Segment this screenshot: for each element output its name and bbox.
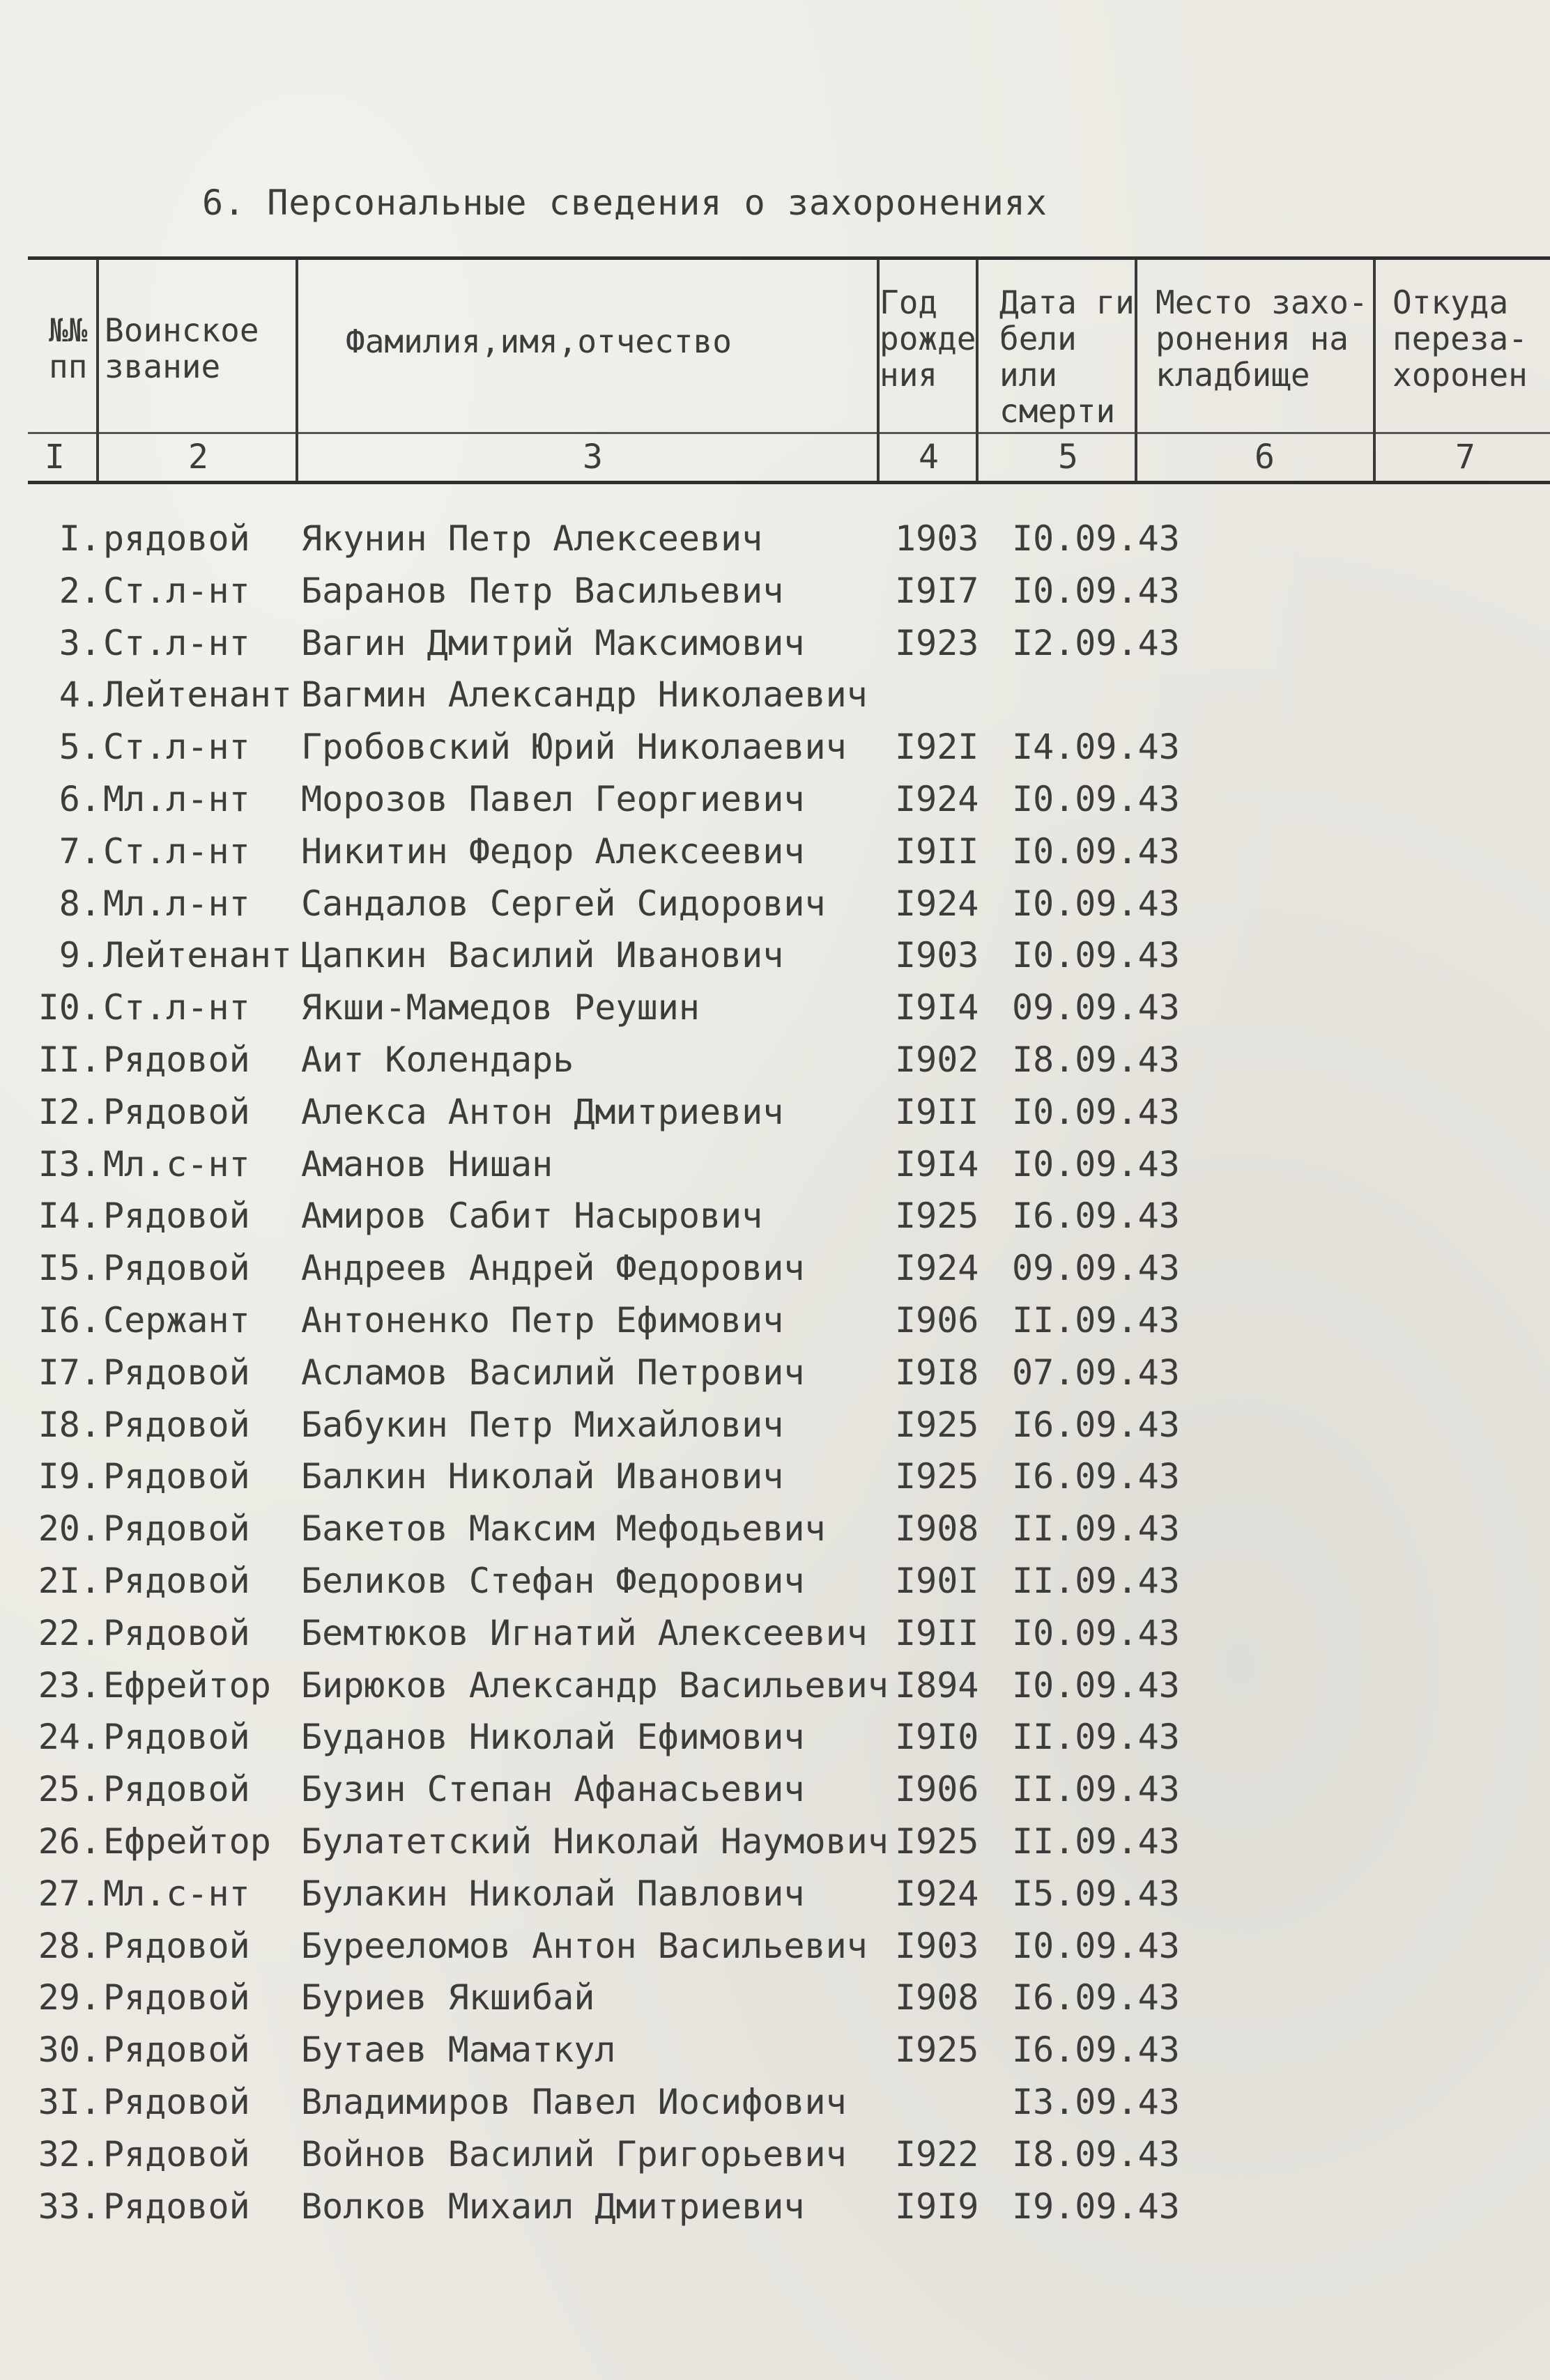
row-full-name: Бабукин Петр Михайлович — [301, 1405, 784, 1445]
row-number: 33. — [38, 2186, 101, 2227]
row-rank: Рядовой — [103, 1977, 250, 2018]
row-rank: Мл.с-нт — [103, 1144, 250, 1184]
row-birth-year: I902 — [895, 1040, 979, 1080]
col-divider-2 — [296, 259, 298, 481]
row-death-date: 09.09.43 — [1012, 1248, 1180, 1288]
row-full-name: Антоненко Петр Ефимович — [301, 1300, 784, 1340]
row-death-date: II.09.43 — [1012, 1561, 1180, 1601]
row-number: I8. — [38, 1405, 101, 1445]
table-row — [0, 2024, 1550, 2076]
table-row — [0, 1399, 1550, 1451]
row-full-name: Булатетский Николай Наумович — [301, 1821, 889, 1862]
column-number-5: 5 — [1058, 438, 1078, 477]
col-divider-5 — [1135, 259, 1137, 481]
row-rank: Сержант — [103, 1300, 250, 1340]
row-number: 30. — [38, 2030, 101, 2070]
row-full-name: Балкин Николай Иванович — [301, 1456, 784, 1497]
row-birth-year: I908 — [895, 1508, 979, 1549]
row-birth-year: I925 — [895, 2030, 979, 2070]
header-burial-place: Место захо- ронения на кладбище — [1156, 284, 1368, 394]
row-rank: рядовой — [103, 518, 250, 559]
table-row — [0, 1138, 1550, 1190]
row-death-date: 07.09.43 — [1012, 1352, 1180, 1393]
row-birth-year: I925 — [895, 1405, 979, 1445]
row-rank: Мл.л-нт — [103, 779, 250, 819]
row-rank: Ст.л-нт — [103, 987, 250, 1028]
row-death-date: I6.09.43 — [1012, 1196, 1180, 1236]
row-rank: Мл.с-нт — [103, 1873, 250, 1914]
table-row — [0, 2181, 1550, 2232]
table-row — [0, 878, 1550, 929]
column-number-3: 3 — [583, 438, 603, 477]
row-number: I3. — [38, 1144, 101, 1184]
row-birth-year: I9II — [895, 1613, 979, 1653]
row-full-name: Бузин Степан Афанасьевич — [301, 1769, 805, 1809]
row-birth-year: I906 — [895, 1769, 979, 1809]
table-row — [0, 1086, 1550, 1138]
row-full-name: Алекса Антон Дмитриевич — [301, 1092, 784, 1132]
col-divider-6 — [1373, 259, 1376, 481]
row-birth-year: I92I — [895, 727, 979, 767]
row-birth-year: I922 — [895, 2134, 979, 2174]
row-full-name: Морозов Павел Георгиевич — [301, 779, 805, 819]
table-row — [0, 1451, 1550, 1502]
row-number: I0. — [38, 987, 101, 1028]
row-birth-year: I9I8 — [895, 1352, 979, 1393]
row-birth-year: I894 — [895, 1665, 979, 1706]
row-full-name: Никитин Федор Алексеевич — [301, 831, 805, 872]
column-number-2: 2 — [188, 438, 208, 477]
table-row — [0, 1920, 1550, 1972]
row-birth-year: I908 — [895, 1977, 979, 2018]
row-full-name: Вагмин Александр Николаевич — [301, 674, 868, 715]
row-full-name: Аманов Нишан — [301, 1144, 553, 1184]
row-full-name: Аит Колендарь — [301, 1040, 574, 1080]
row-birth-year: I925 — [895, 1196, 979, 1236]
row-rank: Рядовой — [103, 1248, 250, 1288]
row-number: 7. — [59, 831, 101, 872]
header-full-name: Фамилия,имя,отчество — [346, 323, 732, 360]
table-row — [0, 617, 1550, 669]
column-number-4: 4 — [919, 438, 939, 477]
row-rank: Рядовой — [103, 1092, 250, 1132]
row-number: 27. — [38, 1873, 101, 1914]
row-birth-year: I9I7 — [895, 571, 979, 611]
row-number: 29. — [38, 1977, 101, 2018]
row-full-name: Бурееломов Антон Васильевич — [301, 1926, 868, 1966]
table-row — [0, 1972, 1550, 2023]
table-row — [0, 1660, 1550, 1711]
row-number: 24. — [38, 1717, 101, 1757]
row-full-name: Асламов Василий Петрович — [301, 1352, 805, 1393]
row-birth-year: I903 — [895, 1926, 979, 1966]
row-rank: Рядовой — [103, 1196, 250, 1236]
row-rank: Рядовой — [103, 1456, 250, 1497]
row-rank: Рядовой — [103, 1352, 250, 1393]
row-number: 22. — [38, 1613, 101, 1653]
row-number: 2. — [59, 571, 101, 611]
row-full-name: Андреев Андрей Федорович — [301, 1248, 805, 1288]
row-death-date: II.09.43 — [1012, 1769, 1180, 1809]
row-full-name: Беликов Стефан Федорович — [301, 1561, 805, 1601]
header-birth-year: Год рожде ния — [880, 284, 976, 394]
row-full-name: Вагин Дмитрий Максимович — [301, 623, 805, 663]
table-row — [0, 1711, 1550, 1763]
table-row — [0, 1295, 1550, 1346]
table-row — [0, 1503, 1550, 1554]
table-row — [0, 669, 1550, 720]
table-row — [0, 1555, 1550, 1607]
row-birth-year: I906 — [895, 1300, 979, 1340]
row-birth-year: I924 — [895, 1248, 979, 1288]
row-full-name: Бемтюков Игнатий Алексеевич — [301, 1613, 868, 1653]
table-row — [0, 2076, 1550, 2128]
row-death-date: I6.09.43 — [1012, 1405, 1180, 1445]
col-divider-4 — [976, 259, 979, 481]
table-row — [0, 565, 1550, 617]
row-birth-year: I923 — [895, 623, 979, 663]
row-number: I5. — [38, 1248, 101, 1288]
row-number: 5. — [59, 727, 101, 767]
row-rank: Ефрейтор — [103, 1665, 271, 1706]
column-number-6: 6 — [1254, 438, 1275, 477]
table-row — [0, 1607, 1550, 1659]
row-death-date: I0.09.43 — [1012, 518, 1180, 559]
row-death-date: I8.09.43 — [1012, 2134, 1180, 2174]
row-birth-year: I925 — [895, 1456, 979, 1497]
row-rank: Ст.л-нт — [103, 571, 250, 611]
row-rank: Рядовой — [103, 1561, 250, 1601]
row-death-date: I0.09.43 — [1012, 1144, 1180, 1184]
row-rank: Ст.л-нт — [103, 727, 250, 767]
header-reburied-from: Откуда переза- хоронен — [1392, 284, 1528, 394]
row-full-name: Бутаев Маматкул — [301, 2030, 616, 2070]
row-death-date: 09.09.43 — [1012, 987, 1180, 1028]
row-death-date: I0.09.43 — [1012, 883, 1180, 924]
row-death-date: I0.09.43 — [1012, 1665, 1180, 1706]
row-number: 25. — [38, 1769, 101, 1809]
row-death-date: I6.09.43 — [1012, 1456, 1180, 1497]
row-birth-year: I9I9 — [895, 2186, 979, 2227]
row-full-name: Булакин Николай Павлович — [301, 1873, 805, 1914]
header-mid-rule — [28, 432, 1550, 434]
table-row — [0, 513, 1550, 564]
table-row — [0, 1034, 1550, 1085]
table-row — [0, 929, 1550, 981]
row-number: I2. — [38, 1092, 101, 1132]
header-bottom-rule — [28, 481, 1550, 484]
table-row — [0, 2128, 1550, 2180]
row-birth-year: 1903 — [895, 518, 979, 559]
row-rank: Рядовой — [103, 1613, 250, 1653]
row-death-date: I3.09.43 — [1012, 2082, 1180, 2122]
row-number: 4. — [59, 674, 101, 715]
row-number: 8. — [59, 883, 101, 924]
row-death-date: II.09.43 — [1012, 1300, 1180, 1340]
row-rank: Ст.л-нт — [103, 623, 250, 663]
row-rank: Ст.л-нт — [103, 831, 250, 872]
document-title: 6. Персональные сведения о захоронениях — [202, 183, 1048, 223]
row-death-date: I4.09.43 — [1012, 727, 1180, 767]
row-rank: Рядовой — [103, 2134, 250, 2174]
row-full-name: Якунин Петр Алексеевич — [301, 518, 763, 559]
row-rank: Рядовой — [103, 2030, 250, 2070]
row-number: I7. — [38, 1352, 101, 1393]
row-birth-year: I9I0 — [895, 1717, 979, 1757]
row-rank: Мл.л-нт — [103, 883, 250, 924]
row-birth-year: I90I — [895, 1561, 979, 1601]
row-number: 23. — [38, 1665, 101, 1706]
header-death-date: Дата ги бели или смерти — [999, 284, 1135, 430]
row-number: 26. — [38, 1821, 101, 1862]
table-row — [0, 721, 1550, 773]
table-row — [0, 1868, 1550, 1919]
row-birth-year: I9I4 — [895, 1144, 979, 1184]
row-birth-year: I9II — [895, 831, 979, 872]
row-birth-year: I924 — [895, 1873, 979, 1914]
table-row — [0, 982, 1550, 1033]
row-rank: Рядовой — [103, 2186, 250, 2227]
row-death-date: I5.09.43 — [1012, 1873, 1180, 1914]
table-row — [0, 1816, 1550, 1867]
row-death-date: I0.09.43 — [1012, 1092, 1180, 1132]
table-row — [0, 773, 1550, 825]
row-death-date: II.09.43 — [1012, 1821, 1180, 1862]
table-row — [0, 826, 1550, 877]
row-number: 32. — [38, 2134, 101, 2174]
row-number: 2I. — [38, 1561, 101, 1601]
row-number: 3I. — [38, 2082, 101, 2122]
row-birth-year: I925 — [895, 1821, 979, 1862]
row-full-name: Амиров Сабит Насырович — [301, 1196, 763, 1236]
row-full-name: Баранов Петр Васильевич — [301, 571, 784, 611]
row-rank: Рядовой — [103, 1040, 250, 1080]
row-number: I9. — [38, 1456, 101, 1497]
row-number: 20. — [38, 1508, 101, 1549]
row-rank: Рядовой — [103, 1508, 250, 1549]
row-death-date: I0.09.43 — [1012, 831, 1180, 872]
row-full-name: Якши-Мамедов Реушин — [301, 987, 700, 1028]
row-full-name: Волков Михаил Дмитриевич — [301, 2186, 805, 2227]
column-number-7: 7 — [1455, 438, 1475, 477]
row-number: 6. — [59, 779, 101, 819]
row-full-name: Буданов Николай Ефимович — [301, 1717, 805, 1757]
row-death-date: I2.09.43 — [1012, 623, 1180, 663]
row-number: 3. — [59, 623, 101, 663]
row-full-name: Буриев Якшибай — [301, 1977, 595, 2018]
row-rank: Рядовой — [103, 1769, 250, 1809]
row-death-date: I0.09.43 — [1012, 779, 1180, 819]
row-full-name: Цапкин Василий Иванович — [301, 935, 784, 975]
row-number: 9. — [59, 935, 101, 975]
header-rank: Воинское звание — [105, 311, 259, 385]
table-row — [0, 1763, 1550, 1815]
row-death-date: II.09.43 — [1012, 1717, 1180, 1757]
row-rank: Рядовой — [103, 1405, 250, 1445]
row-death-date: I0.09.43 — [1012, 571, 1180, 611]
header-top-rule — [28, 256, 1550, 260]
row-full-name: Войнов Василий Григорьевич — [301, 2134, 847, 2174]
header-number: №№ пп — [49, 311, 88, 385]
row-full-name: Владимиров Павел Иосифович — [301, 2082, 847, 2122]
row-full-name: Гробовский Юрий Николаевич — [301, 727, 847, 767]
row-birth-year: I9I4 — [895, 987, 979, 1028]
row-birth-year: I903 — [895, 935, 979, 975]
row-full-name: Бирюков Александр Васильевич — [301, 1665, 889, 1706]
row-number: I6. — [38, 1300, 101, 1340]
table-row — [0, 1242, 1550, 1294]
row-full-name: Бакетов Максим Мефодьевич — [301, 1508, 826, 1549]
row-full-name: Сандалов Сергей Сидорович — [301, 883, 826, 924]
row-number: I. — [59, 518, 101, 559]
row-birth-year: I924 — [895, 883, 979, 924]
row-birth-year: I924 — [895, 779, 979, 819]
column-number-1: I — [45, 438, 65, 477]
row-rank: Лейтенант — [103, 674, 292, 715]
row-rank: Рядовой — [103, 1926, 250, 1966]
row-rank: Рядовой — [103, 2082, 250, 2122]
row-death-date: I6.09.43 — [1012, 1977, 1180, 2018]
row-death-date: I9.09.43 — [1012, 2186, 1180, 2227]
row-death-date: II.09.43 — [1012, 1508, 1180, 1549]
row-number: 28. — [38, 1926, 101, 1966]
row-number: I4. — [38, 1196, 101, 1236]
table-row — [0, 1347, 1550, 1398]
table-row — [0, 1190, 1550, 1242]
row-death-date: I0.09.43 — [1012, 1926, 1180, 1966]
row-death-date: I0.09.43 — [1012, 935, 1180, 975]
row-death-date: I8.09.43 — [1012, 1040, 1180, 1080]
row-rank: Лейтенант — [103, 935, 292, 975]
row-rank: Ефрейтор — [103, 1821, 271, 1862]
row-death-date: I0.09.43 — [1012, 1613, 1180, 1653]
row-death-date: I6.09.43 — [1012, 2030, 1180, 2070]
row-number: II. — [38, 1040, 101, 1080]
col-divider-1 — [96, 259, 99, 481]
row-birth-year: I9II — [895, 1092, 979, 1132]
row-rank: Рядовой — [103, 1717, 250, 1757]
